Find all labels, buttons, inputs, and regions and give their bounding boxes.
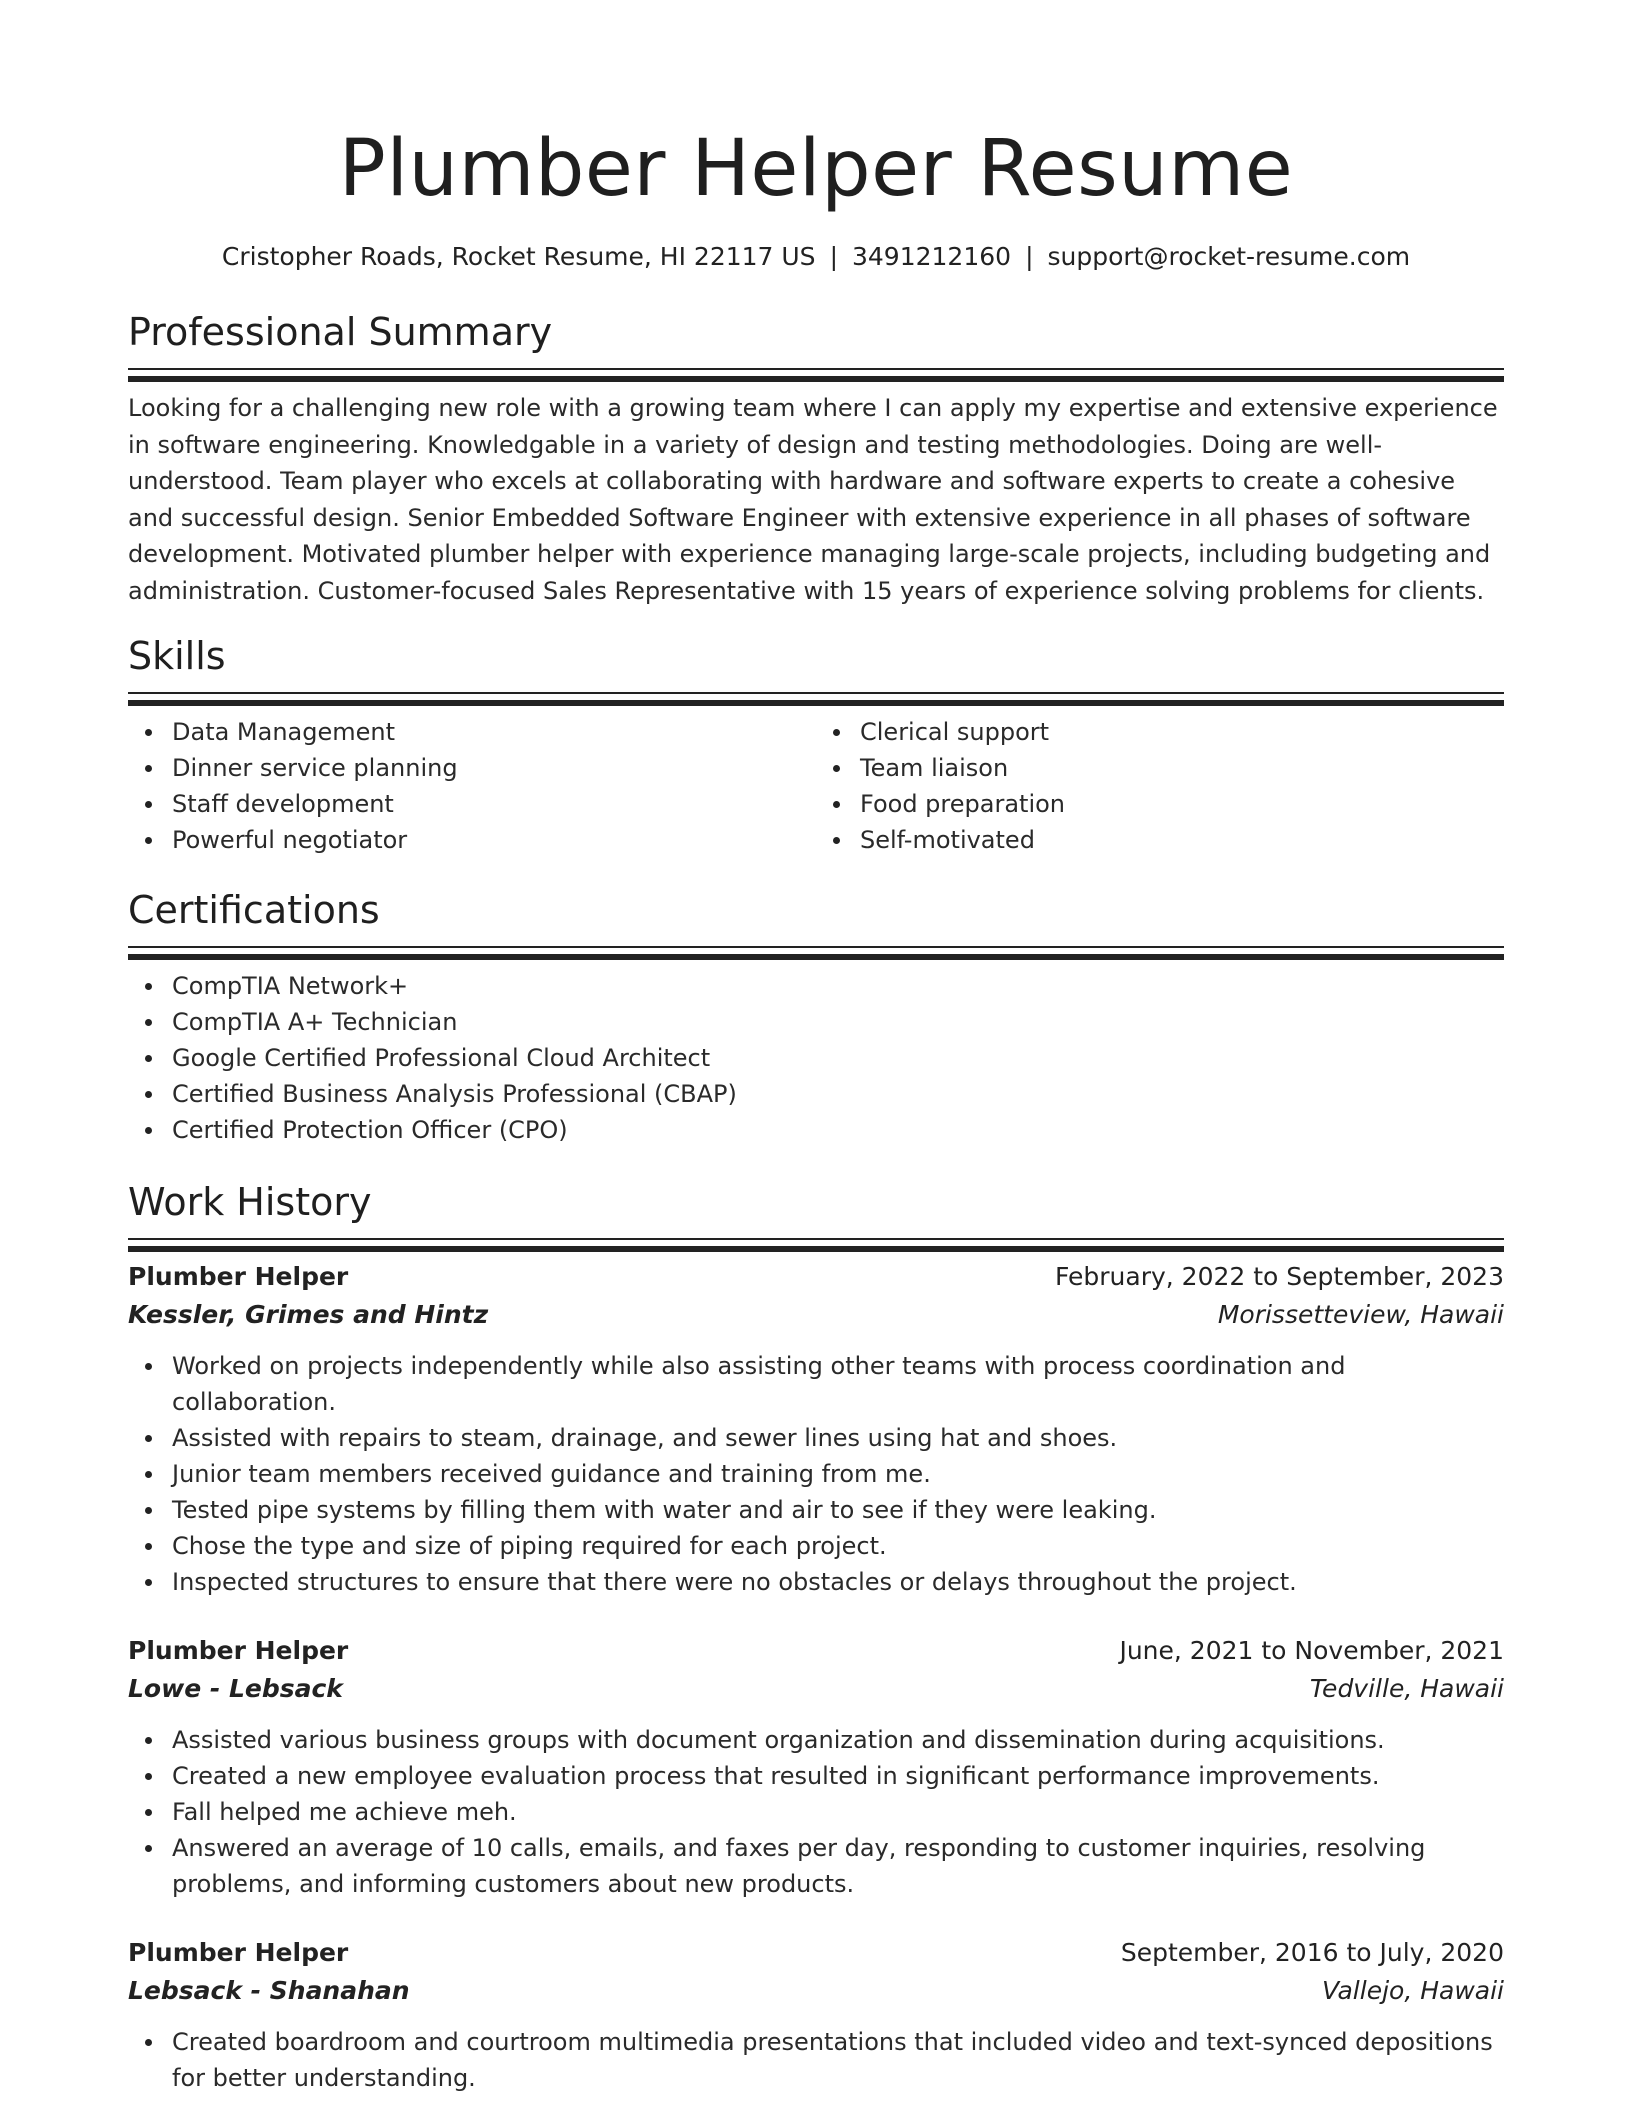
contact-phone: 3491212160 — [852, 242, 1012, 271]
job-header-row — [128, 1632, 1504, 1670]
section-heading-summary: Professional Summary — [128, 310, 553, 354]
section-heading-skills: Skills — [128, 634, 226, 678]
job-company: Kessler, Grimes and Hintz — [128, 1300, 489, 1329]
skill-item: Clerical support — [860, 714, 1504, 750]
job-subheader-row — [128, 1296, 1504, 1334]
contact-separator: | — [1025, 242, 1034, 271]
certifications-section — [128, 886, 1504, 1148]
skill-item: Self-motivated — [860, 822, 1504, 858]
job-company: Lowe - Lebsack — [128, 1674, 343, 1703]
job-bullet: Inspected structures to ensure that there were no obstacles or delays throughout the project. — [172, 1564, 1504, 1600]
summary-text: Looking for a challenging new role with a growing team where I can apply my expertise and extensive experience in software engineering. Knowledgable in a variety of design and testing methodologies. Doing are well-understood. Team player who excels at collaborating with hardware and software experts to create a cohesive and successful design. Senior Embedded Software Engineer with extensive experience in all phases of software development. Motivated plumber helper with experience managing large-scale projects, including budgeting and administration. Customer-focused Sales Representative with 15 years of experience solving problems for clients. — [128, 394, 1498, 605]
job-entry — [128, 1934, 1504, 2096]
job-header-row — [128, 1934, 1504, 1972]
job-bullets — [128, 2024, 1504, 2096]
skill-item: Staff development — [172, 786, 816, 822]
job-subheader-row — [128, 1670, 1504, 1708]
section-divider — [128, 368, 1504, 370]
skill-item: Food preparation — [860, 786, 1504, 822]
job-dates: June, 2021 to November, 2021 — [1119, 1636, 1504, 1665]
job-location: Morissetteview, Hawaii — [1217, 1300, 1504, 1329]
section-divider — [128, 1238, 1504, 1240]
skills-grid — [128, 714, 1504, 858]
skills-list-left — [128, 714, 816, 858]
contact-address: Cristopher Roads, Rocket Resume, HI 22117 US — [221, 242, 816, 271]
job-bullet: Chose the type and size of piping required for each project. — [172, 1528, 1504, 1564]
job-entry — [128, 1258, 1504, 1600]
summary-section — [128, 308, 1504, 609]
job-location: Vallejo, Hawaii — [1321, 1976, 1504, 2005]
job-bullet: Answered an average of 10 calls, emails, and faxes per day, responding to customer inquiries, resolving problems, and informing customers about new products. — [172, 1830, 1504, 1902]
page-title: Plumber Helper Resume — [338, 124, 1294, 214]
job-entry — [128, 1632, 1504, 1902]
job-dates: February, 2022 to September, 2023 — [1055, 1262, 1504, 1291]
job-title: Plumber Helper — [128, 1262, 349, 1291]
section-divider — [128, 692, 1504, 694]
job-bullet: Worked on projects independently while also assisting other teams with process coordination and collaboration. — [172, 1348, 1504, 1420]
job-bullet: Created a new employee evaluation process that resulted in significant performance improvements. — [172, 1758, 1504, 1794]
certification-item: CompTIA A+ Technician — [172, 1004, 1504, 1040]
job-bullet: Fall helped me achieve meh. — [172, 1794, 1504, 1830]
skill-item: Dinner service planning — [172, 750, 816, 786]
certification-item: CompTIA Network+ — [172, 968, 1504, 1004]
skills-section — [128, 632, 1504, 858]
skill-item: Data Management — [172, 714, 816, 750]
job-bullet: Assisted with repairs to steam, drainage, and sewer lines using hat and shoes. — [172, 1420, 1504, 1456]
work-history-section — [128, 1178, 1504, 2096]
certification-item: Google Certified Professional Cloud Architect — [172, 1040, 1504, 1076]
job-bullets — [128, 1348, 1504, 1600]
contact-line — [128, 240, 1504, 274]
job-bullets — [128, 1722, 1504, 1902]
job-dates: September, 2016 to July, 2020 — [1120, 1938, 1504, 1967]
certification-item: Certified Business Analysis Professional (CBAP) — [172, 1076, 1504, 1112]
skill-item: Powerful negotiator — [172, 822, 816, 858]
job-bullet: Junior team members received guidance and training from me. — [172, 1456, 1504, 1492]
contact-separator: | — [829, 242, 838, 271]
job-title: Plumber Helper — [128, 1636, 349, 1665]
skill-item: Team liaison — [860, 750, 1504, 786]
job-company: Lebsack - Shanahan — [128, 1976, 410, 2005]
job-header-row — [128, 1258, 1504, 1296]
section-heading-certifications: Certifications — [128, 888, 380, 932]
job-bullet: Assisted various business groups with document organization and dissemination during acquisitions. — [172, 1722, 1504, 1758]
skills-list-right — [816, 714, 1504, 858]
job-bullet: Created boardroom and courtroom multimedia presentations that included video and text-synced depositions for better understanding. — [172, 2024, 1504, 2096]
job-subheader-row — [128, 1972, 1504, 2010]
certification-item: Certified Protection Officer (CPO) — [172, 1112, 1504, 1148]
job-bullet: Tested pipe systems by filling them with water and air to see if they were leaking. — [172, 1492, 1504, 1528]
section-heading-work-history: Work History — [128, 1180, 372, 1224]
section-divider — [128, 946, 1504, 948]
certifications-list — [128, 968, 1504, 1148]
job-location: Tedville, Hawaii — [1309, 1674, 1504, 1703]
contact-email[interactable]: support@rocket-resume.com — [1047, 242, 1411, 271]
job-title: Plumber Helper — [128, 1938, 349, 1967]
